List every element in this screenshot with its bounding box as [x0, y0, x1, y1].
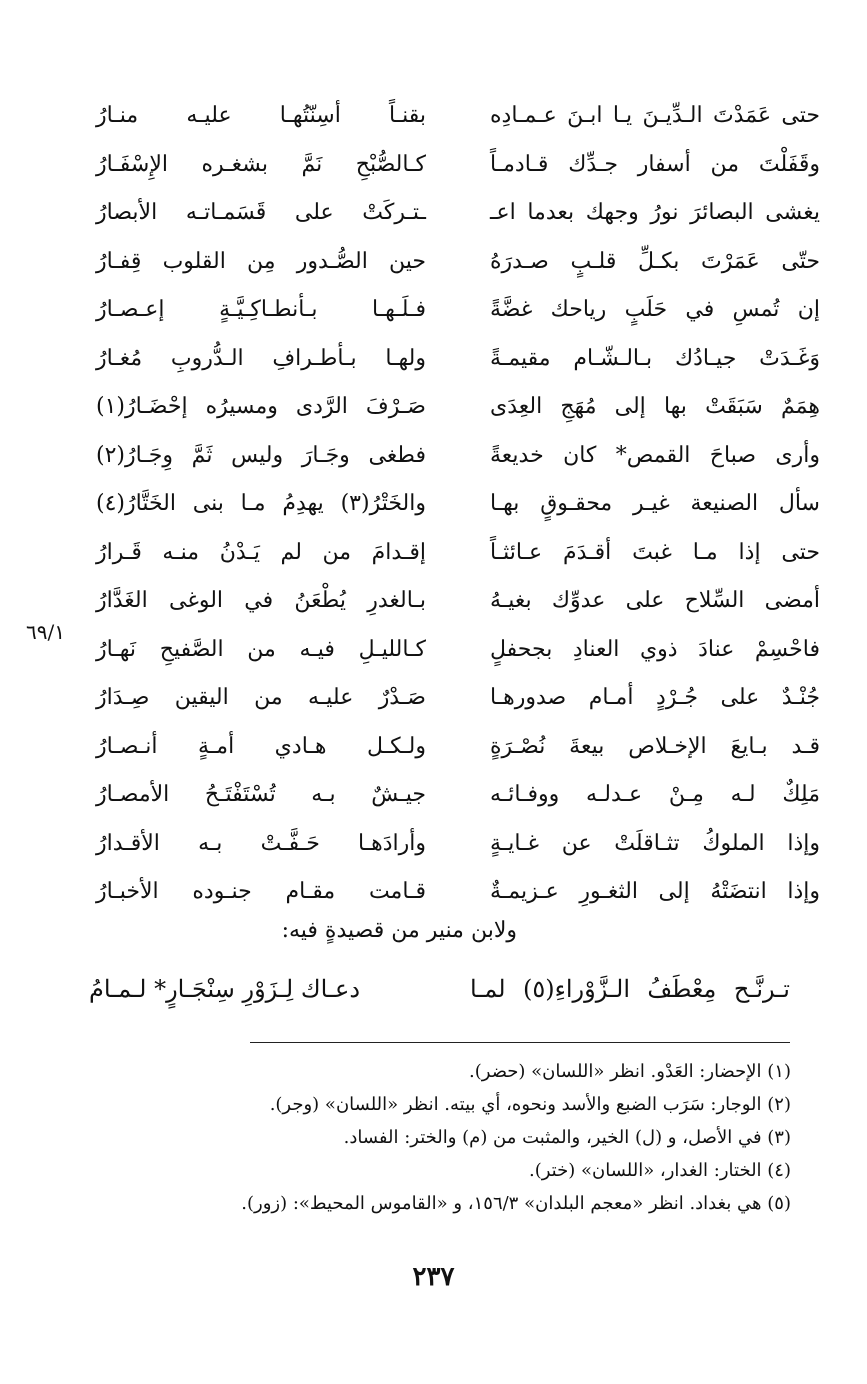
verse-second-half: حين الصُّـدور مِن القلوب قِفـارُ: [96, 248, 426, 274]
footnote: (٤) الختار: الغدار، «اللسان» (ختر).: [529, 1160, 791, 1181]
footnote-divider: [250, 1042, 790, 1043]
verse-first-half: يغشى البصائرَ نورُ وجهك بعدما اعـ: [490, 200, 820, 225]
verse-second-half: صَـدْرٌ عليـه من اليقين صِـدَارُ: [96, 685, 426, 710]
footnotes: [91, 1055, 791, 1220]
verse-second-half: ولهـا بـأطـرافِ الـدُّروبِ مُغـارُ: [96, 345, 426, 371]
poem-first-hemistichs: [490, 92, 820, 917]
page-number: ٢٣٧: [412, 1262, 455, 1292]
verse-second-half: كـالليـلِ فيـه من الصَّفيحِ نَهـارُ: [96, 636, 426, 662]
footnote: (٥) هي بغداد. انظر «معجم البلدان» ١٥٦/٣، و «القاموس المحيط»: (زور).: [241, 1193, 791, 1214]
verse-second-half: دعـاك لِـزَوْرِ سِنْجَـارٍ* لـمـامُ: [89, 975, 360, 1003]
verse-first-half: أمضى السِّلاح على عدوِّك بغيـهُ: [490, 588, 820, 613]
verse-first-half: سأل الصنيعة غيـر محقـوقٍ بهـا: [490, 491, 820, 516]
verse-first-half: مَلِكٌ لـه مِـنْ عـدلـه ووفـائـه: [490, 782, 820, 807]
verse-first-half: إن تُمسِ في حَلَبٍ رياحك غضَّةً: [490, 297, 820, 322]
verse-second-half: فطغى وجَـارَ وليس ثَمَّ وِجَـارُ(٢): [96, 442, 426, 468]
verse-second-half: قـامت مقـام جنـوده الأخبـارُ: [96, 879, 426, 904]
verse-first-half: وَغَـدَتْ جيـادُك بـالـشّـام مقيمـةً: [490, 345, 820, 371]
verse-first-half: هِمَمٌ سَبَقَتْ بها إلى مُهَجِ العِدَى: [490, 394, 820, 419]
verse-first-half: حتّى عَمَرْتَ بكـلِّ قلـبٍ صـدرَهُ: [490, 248, 820, 274]
verse-second-half: جيـشٌ بـه تُسْتَفْتَـحُ الأمصـارُ: [96, 782, 426, 807]
verse-first-half: فاحْسِمْ عنادَ ذوي العنادِ بجحفلٍ: [490, 636, 820, 662]
poem-second-hemistichs: [96, 92, 426, 917]
single-verse: [90, 975, 790, 1025]
verse-second-half: وأرادَهـا حَـفَّـتْ بـه الأقـدارُ: [96, 830, 426, 856]
verse-first-half: قـد بـايعَ الإخـلاص بيعةَ نُصْـرَةٍ: [490, 733, 820, 759]
footnote: (٣) في الأصل، و (ل) الخير، والمثبت من (م) والختر: الفساد.: [343, 1127, 791, 1148]
verse-second-half: ولـكـل هـادي أمـةٍ أنـصـارُ: [96, 733, 426, 759]
verse-second-half: كـالصُّبْحِ نَمَّ بشغـره الإِسْفَـارُ: [96, 151, 426, 177]
verse-second-half: صَـرْفَ الرَّدى ومسيرُه إحْضَـارُ(١): [96, 394, 426, 419]
verse-second-half: إقـدامَ من لم يَـدْنُ منـه قَـرارُ: [96, 539, 426, 565]
verse-first-half: وإذا انتضَتْهُ إلى الثغـورِ عـزيمـةٌ: [490, 879, 820, 904]
verse-first-half: وأرى صباحَ القمص* كان خديعةً: [490, 442, 820, 468]
verse-first-half: حتى إذا مـا غبتَ أقـدَمَ عـائثـاً: [490, 539, 820, 565]
verse-second-half: فـلَـهـا بـأنطـاكِـيَّـةٍ إعـصـارُ: [96, 297, 426, 322]
verse-first-half: وإذا الملوكُ تثـاقلَتْ عن غـايـةٍ: [490, 830, 820, 856]
margin-reference: ٦٩/١: [26, 620, 65, 644]
poem-block: [60, 92, 820, 904]
verse-first-half: جُنْـدٌ على جُـرْدٍ أمـام صدورهـا: [490, 685, 820, 710]
verse-second-half: بـالغدرِ يُطْعَنُ في الوغى الغَدَّارُ: [96, 588, 426, 613]
verse-second-half: بقنـاً أسِنّتُهـا عليـه منـارُ: [96, 103, 426, 128]
verse-second-half: ـتـركَتْ على قَسَمـاتـه الأبصارُ: [96, 200, 426, 225]
poem-introduction: ولابن منير من قصيدةٍ فيه:: [281, 918, 517, 943]
verse-first-half: تـرنَّـح مِعْطَفُ الـزَّوْراءِ(٥) لمـا: [470, 975, 790, 1003]
verse-second-half: والخَتْرُ(٣) يهدِمُ مـا بنى الخَتَّارُ(٤): [96, 491, 426, 516]
verse-first-half: وقَفَلْتَ من أسفار جـدِّك قـادمـاً: [490, 151, 820, 177]
footnote: (١) الإحضار: العَدْو. انظر «اللسان» (حضر).: [469, 1061, 791, 1082]
footnote: (٢) الوجار: سَرَب الضبع والأسد ونحوه، أي بيته. انظر «اللسان» (وجر).: [269, 1094, 791, 1115]
verse-first-half: حتى عَمَدْتَ الـدِّيـنَ يـا ابـنَ عـمـادِه: [490, 103, 820, 128]
